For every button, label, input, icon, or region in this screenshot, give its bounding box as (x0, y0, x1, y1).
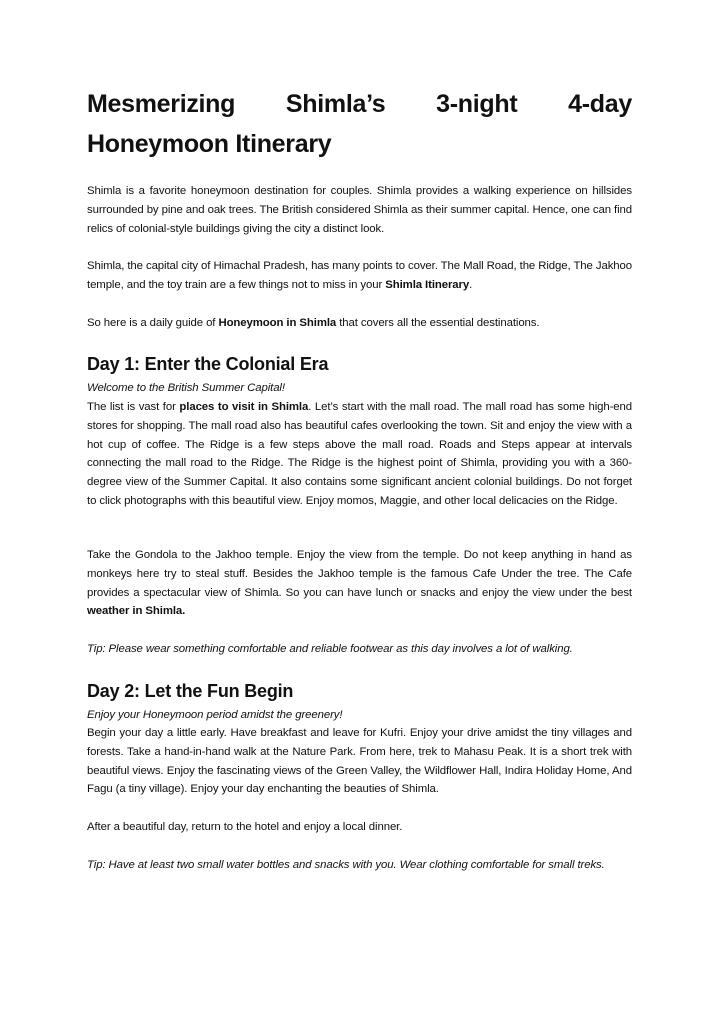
intro-paragraph-2-end: . (469, 278, 473, 291)
intro-paragraph-3-end: that covers all the essential destinations. (336, 317, 540, 329)
day1-subtitle: Welcome to the British Summer Capital! (87, 382, 285, 394)
day1-paragraph-1-text: The list is vast for (87, 401, 180, 413)
day2-paragraph-2: After a beautiful day, return to the hotel and enjoy a local dinner. (87, 821, 403, 833)
page-title: Mesmerizing Shimla’s 3-night 4-day Honeymoon Itinerary (87, 90, 632, 158)
intro-paragraph-3 (87, 314, 632, 333)
day2-heading: Day 2: Let the Fun Begin (87, 681, 294, 701)
day2-subtitle: Enjoy your Honeymoon period amidst the greenery! (87, 709, 343, 721)
intro-paragraph-3-text: So here is a daily guide of (87, 317, 219, 329)
weather-in-shimla-bold: weather in Shimla. (87, 605, 186, 618)
day2-tip: Tip: Have at least two small water bottles and snacks with you. Wear clothing comfortable for small treks. (87, 859, 605, 871)
places-to-visit-bold: places to visit in Shimla (179, 401, 309, 413)
day1-paragraph-2-text: Take the Gondola to the Jakhoo temple. Enjoy the view from the temple. Do not keep anything in hand as monkeys here try to steal stuff. Besides the Jakhoo temple is the famous Cafe Under the tree. The Cafe provides a spectacular view of Shimla. So you can have lunch or snacks and enjoy the view under the best (87, 549, 632, 599)
intro-paragraph-2 (87, 257, 632, 295)
intro-paragraph-1: Shimla is a favorite honeymoon destination for couples. Shimla provides a walking experience on hillsides surrounded by pine and oak trees. The British considered Shimla as their summer capital. Hence, one can find relics of colonial-style buildings giving the city a distinct look. (87, 185, 632, 235)
honeymoon-in-shimla-bold: Honeymoon in Shimla (218, 317, 337, 329)
shimla-itinerary-bold: Shimla Itinerary (385, 278, 470, 291)
day2-paragraph-1: Begin your day a little early. Have breakfast and leave for Kufri. Enjoy your drive amidst the tiny villages and forests. Take a hand-in-hand walk at the Nature Park. From here, trek to Mahasu Peak. It is a short trek with beautiful views. Enjoy the fascinating views of the Green Valley, the Wildflower Hall, Indira Holiday Home, And Fagu (a tiny village). Enjoy your day enchanting the beauties of Shimla. (87, 727, 632, 796)
day1-tip: Tip: Please wear something comfortable and reliable footwear as this day involves a lot of walking. (87, 643, 573, 655)
intro-paragraph-2-text: Shimla, the capital city of Himachal Pradesh, has many points to cover. The Mall Road, the Ridge, The Jakhoo temple, and the toy train are a few things not to miss in your (87, 260, 632, 291)
day1-paragraph-1-rest: . Let’s start with the mall road. The mall road has some high-end stores for shopping. The mall road also has beautiful cafes overlooking the town. Sit and enjoy the view with a hot cup of coffee. The Ridge is a few steps above the mall road. Roads and Steps appear at intervals connecting the mall road to the Ridge. The Ridge is the highest point of Shimla, providing you with a 360-degree view of the Summer Capital. It also contains some significant ancient colonial buildings. Do not forget to click photographs with this beautiful view. Enjoy momos, Maggie, and other local delicacies on the Ridge. (87, 401, 632, 507)
day1-paragraph-2 (87, 546, 632, 621)
day1-heading: Day 1: Enter the Colonial Era (87, 354, 329, 374)
day1-paragraph-1 (87, 398, 632, 511)
